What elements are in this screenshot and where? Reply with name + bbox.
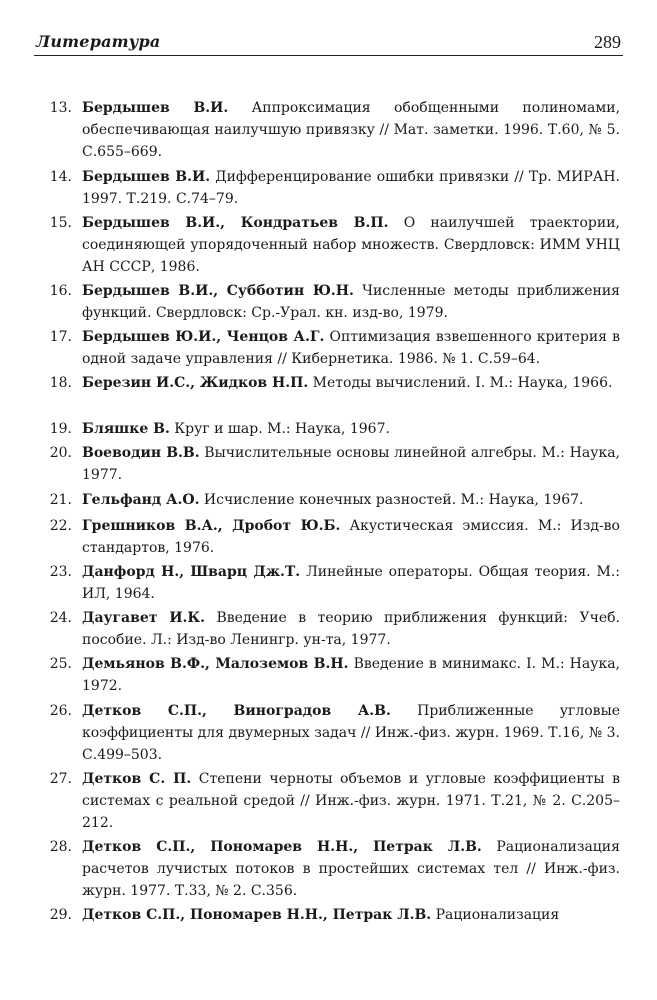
reference-number: 25. (49, 656, 72, 672)
reference-text: Исчисление конечных разностей. М.: Наука, 1967. (203, 492, 584, 508)
reference-authors: Грешников В.А., Дробот Ю.Б. (82, 518, 341, 534)
reference-number: 26. (49, 703, 72, 719)
reference-body (82, 97, 620, 163)
reference-body (82, 326, 620, 370)
reference-number: 16. (49, 283, 72, 299)
reference-body (82, 836, 620, 902)
reference-body (82, 442, 620, 486)
reference-number: 19. (49, 421, 72, 437)
reference-text: Круг и шар. М.: Наука, 1967. (174, 421, 390, 437)
reference-authors: Даугавет И.К. (82, 610, 206, 626)
reference-authors: Гельфанд А.О. (82, 492, 200, 508)
reference-text: Дифференцирование ошибки привязки // Тр. МИРАН. 1997. Т.219. С.74–79. (82, 169, 621, 207)
reference-body (82, 904, 620, 926)
reference-text: Рационализация расчетов лучистых потоков в простейших системах тел // Инж.-физ. журн. 1977. Т.33, № 2. С.356. (82, 839, 620, 899)
reference-text: Рационализация (435, 907, 560, 923)
reference-text: Акустическая эмиссия. М.: Изд-во стандартов, 1976. (82, 518, 620, 556)
reference-body (82, 212, 620, 278)
reference-authors: Бердышев В.И., Субботин Ю.Н. (82, 283, 354, 299)
reference-body (82, 418, 620, 440)
reference-authors: Данфорд Н., Шварц Дж.Т. (82, 564, 301, 580)
reference-text: Введение в теорию приближения функций: Учеб. пособие. Л.: Изд-во Ленингр. ун-та, 1977. (82, 610, 620, 648)
reference-body (82, 607, 620, 651)
reference-number: 21. (49, 492, 72, 508)
reference-number: 27. (49, 771, 72, 787)
reference-authors: Березин И.С., Жидков Н.П. (82, 375, 309, 391)
reference-number: 22. (49, 518, 72, 534)
reference-number: 13. (49, 100, 72, 116)
reference-authors: Детков С.П., Виноградов А.В. (82, 703, 391, 719)
reference-text: Методы вычислений. I. М.: Наука, 1966. (312, 375, 613, 391)
reference-authors: Бердышев Ю.И., Ченцов А.Г. (82, 329, 325, 345)
reference-text: О наилучшей траектории, соединяющей упорядоченный набор множеств. Свердловск: ИММ УНЦ АН СССР, 1986. (82, 215, 620, 275)
reference-authors: Детков С.П., Пономарев Н.Н., Петрак Л.В. (82, 839, 482, 855)
reference-text: Линейные операторы. Общая теория. М.: ИЛ, 1964. (82, 564, 621, 602)
reference-number: 29. (49, 907, 72, 923)
reference-text: Численные методы приближения функций. Свердловск: Ср.-Урал. кн. изд-во, 1979. (82, 283, 620, 321)
reference-body (82, 372, 620, 394)
reference-authors: Воеводин В.В. (82, 445, 200, 461)
reference-authors: Детков С. П. (82, 771, 192, 787)
reference-text: Вычислительные основы линейной алгебры. М.: Наука, 1977. (82, 445, 620, 483)
reference-number: 17. (49, 329, 72, 345)
reference-number: 15. (49, 215, 72, 231)
reference-number: 23. (49, 564, 72, 580)
reference-authors: Детков С.П., Пономарев Н.Н., Петрак Л.В. (82, 907, 432, 923)
reference-body (82, 489, 620, 511)
reference-body (82, 768, 620, 834)
running-title: Литература (36, 32, 161, 51)
reference-number: 28. (49, 839, 72, 855)
reference-body (82, 280, 620, 324)
reference-body (82, 561, 620, 605)
running-head (36, 30, 621, 56)
reference-body (82, 700, 620, 766)
reference-text: Введение в минимакс. I. М.: Наука, 1972. (82, 656, 620, 694)
reference-authors: Демьянов В.Ф., Малоземов В.Н. (82, 656, 349, 672)
reference-authors: Бердышев В.И. (82, 100, 229, 116)
reference-text: Аппроксимация обобщенными полиномами, обеспечивающая наилучшую привязку // Мат. заметки. 1996. Т.60, № 5. С.655–669. (82, 100, 621, 160)
header-rule (34, 55, 623, 56)
reference-text: Степени черноты объемов и угловые коэффициенты в системах с реальной средой // Инж.-физ. журн. 1971. Т.21, № 2. С.205–212. (82, 771, 620, 831)
reference-number: 14. (49, 169, 72, 185)
reference-text: Оптимизация взвешенного критерия в одной задаче управления // Кибернетика. 1986. № 1. С.59–64. (82, 329, 621, 367)
reference-body (82, 166, 620, 210)
reference-number: 18. (49, 375, 72, 391)
reference-authors: Бляшке В. (82, 421, 170, 437)
reference-authors: Бердышев В.И., Кондратьев В.П. (82, 215, 389, 231)
page-number: 289 (594, 32, 621, 52)
reference-body (82, 653, 620, 697)
reference-body (82, 515, 620, 559)
reference-authors: Бердышев В.И. (82, 169, 211, 185)
reference-number: 24. (49, 610, 72, 626)
reference-number: 20. (49, 445, 72, 461)
reference-text: Приближенные угловые коэффициенты для двумерных задач // Инж.-физ. журн. 1969. Т.16, № 3. С.499–503. (82, 703, 620, 763)
